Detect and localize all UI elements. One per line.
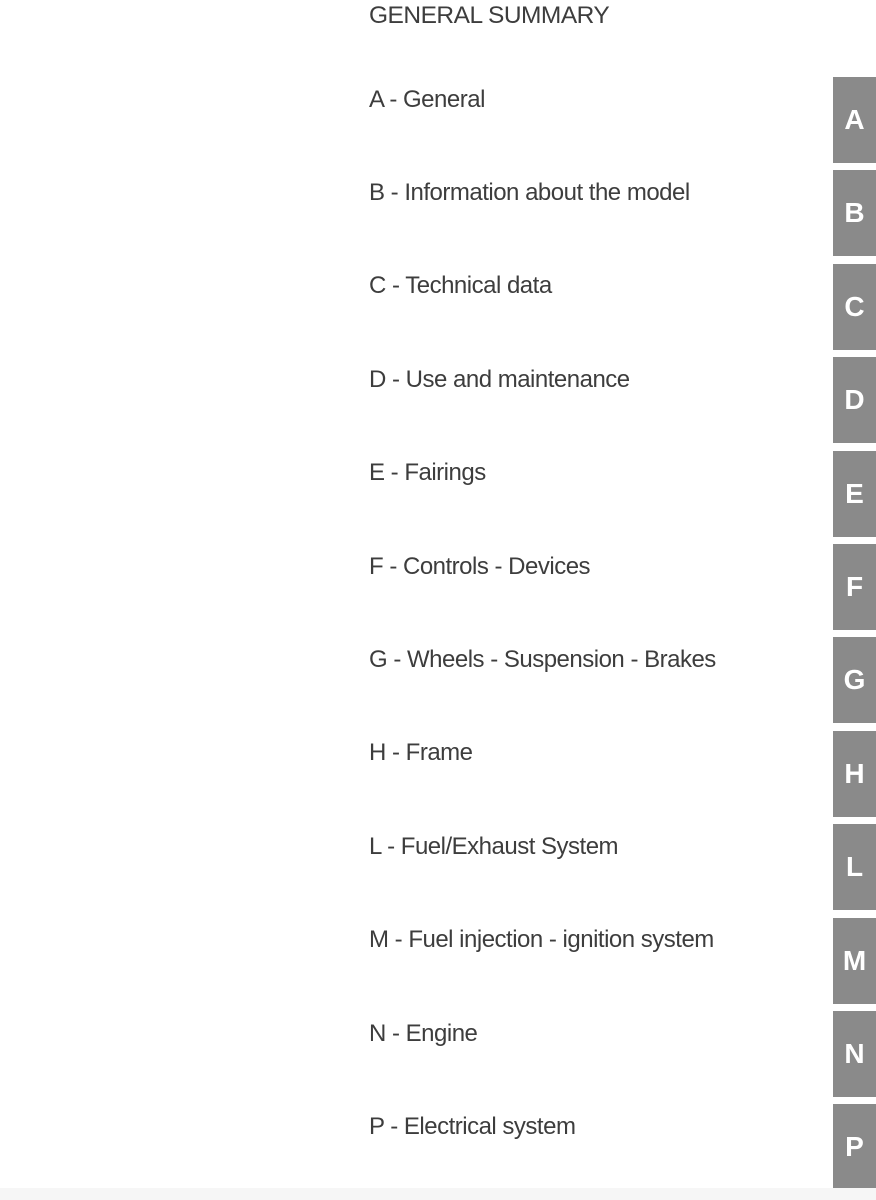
section-tab-letter: E [845, 477, 864, 509]
footer-band [0, 1188, 876, 1200]
section-tab[interactable] [833, 264, 876, 350]
summary-list-item[interactable] [369, 894, 809, 987]
summary-item-label: L - Fuel/Exhaust System [369, 832, 619, 860]
section-tab[interactable] [833, 357, 876, 443]
summary-item-label: F - Controls - Devices [369, 552, 591, 580]
section-tab[interactable] [833, 918, 876, 1004]
section-tab-column [833, 77, 876, 1198]
summary-list-item[interactable] [369, 333, 809, 426]
summary-item-label: C - Technical data [369, 272, 552, 300]
section-tab-letter: A [844, 104, 865, 135]
summary-list-item[interactable] [369, 520, 809, 613]
summary-list-item[interactable] [369, 1080, 809, 1173]
summary-item-label: G - Wheels - Suspension - Brakes [369, 646, 716, 674]
section-tab-letter: H [844, 757, 865, 789]
section-tab-letter: D [844, 384, 865, 416]
summary-list-item[interactable] [369, 240, 809, 333]
summary-item-label: N - Engine [369, 1019, 478, 1047]
summary-item-label: H - Frame [369, 739, 473, 767]
section-tab-letter: B [844, 197, 865, 229]
section-tab[interactable] [833, 1011, 876, 1097]
section-tab[interactable] [833, 1104, 876, 1190]
section-tab[interactable] [833, 731, 876, 817]
section-tab[interactable] [833, 170, 876, 256]
summary-item-label: E - Fairings [369, 459, 486, 487]
section-tab[interactable] [833, 824, 876, 910]
summary-list-item[interactable] [369, 800, 809, 893]
section-tab[interactable] [833, 637, 876, 723]
section-tab-letter: C [844, 290, 865, 322]
summary-item-label: D - Use and maintenance [369, 365, 630, 393]
section-tab[interactable] [833, 544, 876, 630]
summary-list-item[interactable] [369, 707, 809, 800]
section-tab[interactable] [833, 451, 876, 537]
section-tab-letter: G [843, 664, 866, 696]
summary-item-label: M - Fuel injection - ignition system [369, 926, 714, 954]
summary-item-label: A - General [369, 85, 485, 113]
section-tab-letter: M [842, 944, 867, 976]
summary-list-item[interactable] [369, 427, 809, 520]
section-tab-letter: P [845, 1131, 864, 1163]
section-tab-letter: L [845, 851, 864, 883]
summary-list-item[interactable] [369, 613, 809, 706]
summary-list-item[interactable] [369, 146, 809, 239]
section-tab-letter: F [845, 570, 864, 602]
summary-list [369, 53, 809, 1174]
summary-list-item[interactable] [369, 53, 809, 146]
summary-item-label: B - Information about the model [369, 179, 690, 207]
section-tab-letter: N [844, 1037, 865, 1069]
summary-list-item[interactable] [369, 987, 809, 1080]
section-tab[interactable] [833, 77, 876, 163]
page-title: GENERAL SUMMARY [369, 2, 610, 29]
summary-item-label: P - Electrical system [369, 1112, 576, 1140]
